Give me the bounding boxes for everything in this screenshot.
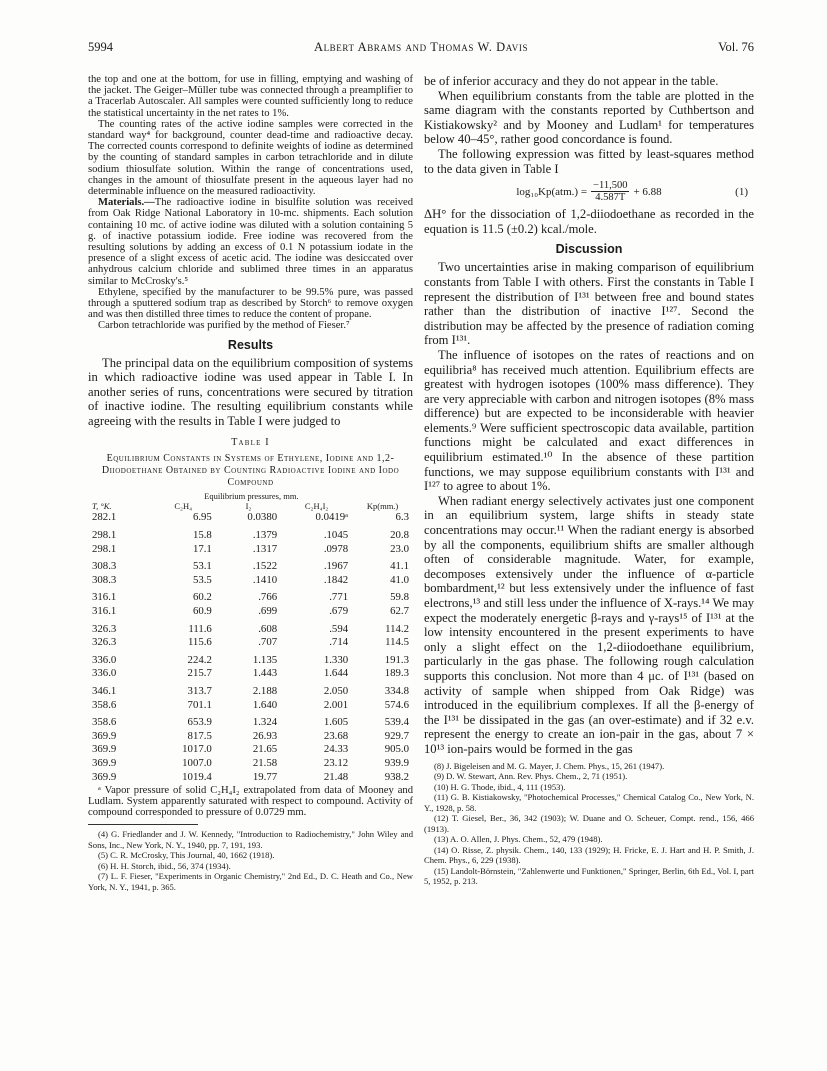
table-cell: 369.9 [92,743,117,756]
paragraph: When equilibrium constants from the table are plotted in the same diagram with the constants reported by Cuthbertson and Kistiakowsky² and by Mooney and Ludlam¹ for temperatures below 40–45°, rather good concordance is found. [424,88,754,147]
paragraph: ΔH° for the dissociation of 1,2-diiodoethane as recorded in the equation is 11.5 (±0.2) kcal./mole. [424,207,754,236]
table-cell: 308.3 [92,573,117,586]
table-cell: 939.9 [384,756,409,769]
table-cell: 21.58 [252,756,278,769]
table-number: Table I [231,436,270,448]
table-cell: 224.2 [187,653,212,666]
table-cell: 929.7 [384,729,409,742]
table-row [88,770,413,784]
table-description: Equilibrium Constants in Systems of Ethylene, Iodine and 1,2-Diiodoethane Obtained by Counting Radioactive Iodine and Iodo Compound [101,452,400,488]
column-header: I₂ [245,500,252,511]
table-cell: 41.0 [390,573,409,586]
table-cell: 326.3 [92,622,117,635]
paragraph: The principal data on the equilibrium composition of systems in which radioactive iodine was used appear in Table I. In another series of runs, concentrations were secured by titration of inactive iodine. The resulting equilibrium constants while agreeing with the results in Table I were judged to [88,355,413,429]
table-cell: 53.1 [192,560,212,573]
experimental-text [88,74,413,332]
table-cell: 1019.4 [182,770,212,783]
table-cell: 1017.0 [182,743,212,756]
table-cell: 298.1 [92,529,117,542]
table-cell: 1.605 [323,716,349,729]
footnotes-left [88,829,413,892]
table-cell: 358.6 [92,698,117,711]
table-row [88,555,413,573]
table-cell: 215.7 [187,667,212,680]
table-cell: 313.7 [187,684,212,697]
footnote: (13) A. O. Allen, J. Phys. Chem., 52, 479 (1948). [434,834,603,845]
table-cell: 336.0 [92,653,117,666]
table-cell: .679 [329,605,349,617]
paragraph: When radiant energy selectively activates just one component in an equilibrium system, large shifts in steady state concentrations may occur.¹¹ When the radiant energy is absorbed by all the components, equilibrium shifts are smaller although often of considerable magnitude. Water, for example, decomposes extensively under the influence of α-particle bombardment,¹² but less extensively under the influence of fast electrons,¹³ and still less under the influence of X-rays.¹⁴ We may expect the moderately energetic β-rays and γ-rays¹⁵ of I¹³¹ at the low intensity encountered in the present experiments to have only a slight effect on the 1,2-diiodoethane equilibrium, particularly in the gas phase. The following rough calculation supports this conclusion. Not more than 4 μc. of I¹³¹ (based on activity of sample when shipped from Oak Ridge) was introduced in the equilibrium complexes. If all the β-energy of the I¹³¹ be dissipated in the gas (an over-estimate) and if 32 e.v. represent the energy to create an ion-pair in the gas, about 7 × 10¹³ ion-pairs would be formed in the gas [424,493,754,756]
footnote: (9) D. W. Stewart, Ann. Rev. Phys. Chem., 2, 71 (1951). [434,771,628,782]
table-cell: 20.8 [390,529,409,542]
table-cell: 6.3 [395,511,409,524]
equation-fraction [591,180,629,203]
column-header: C₂H₄ [174,500,193,511]
table-cell: 62.7 [390,605,409,617]
footnote: (8) J. Bigeleisen and M. G. Mayer, J. Chem. Phys., 15, 261 (1947). [434,760,665,771]
table-cell: .707 [258,636,278,649]
table-cell: .1317 [252,542,278,555]
table-cell: 0.0380 [247,511,278,524]
table-cell: .699 [258,605,278,617]
table-cell: .766 [258,591,278,604]
table-cell: 23.0 [390,542,409,555]
materials-text: The radioactive iodine in bisulfite solution was received from Oak Ridge National Laboratory in 10-mc. shipments. Each solution containing 10 mc. of active iodine was diluted with a solution containing 5 g. of inactive potassium iodide. Free iodine was recovered from the resulting solutions by adding an excess of 0.1 N potassium iodate in the presence of a slight excess of acetic acid. The iodine was desiccated over anhydrous calcium chloride and sublimed three times in an apparatus similar to McCrosky's.⁵ [88,197,413,287]
table-cell: 346.1 [92,684,117,697]
footnote: (5) C. R. McCrosky, This Journal, 40, 1662 (1918). [98,850,275,861]
paragraph: the top and one at the bottom, for use in filling, emptying and washing of the jacket. The Geiger–Müller tube was connected through a preamplifier to a Tracerlab Autoscaler. All samples were counted sufficiently long to reduce the statistical uncertainty in the net rates to 1%. [88,74,413,119]
table-row [88,711,413,729]
footnote: (10) H. G. Thode, ibid., 4, 111 (1953). [434,781,566,792]
table-cell: .771 [329,591,349,604]
table-cell: 21.48 [323,770,349,783]
table-row [88,729,413,743]
equation-numerator: −11,500 [593,180,628,192]
table-cell: 282.1 [92,511,117,524]
table-cell: 24.33 [323,743,349,756]
table-cell: 316.1 [92,605,117,617]
table-cell: 2.001 [323,698,349,711]
page-number: 5994 [88,40,113,54]
equation-label: (1) [735,185,748,198]
table-row [88,573,413,587]
footnote: (14) O. Risse, Z. physik. Chem., 140, 133 (1929); H. Fricke, E. J. Hart and H. P. Smith, J. Chem. Phys., 6, 229 (1938). [424,844,754,866]
footnotes-right [424,761,754,887]
table-row [88,604,413,618]
table-cell: 1.135 [252,653,278,666]
column-header: Kp(mm.) [366,500,399,511]
table-cell: 191.3 [384,653,409,666]
paragraph: Ethylene, specified by the manufacturer to be 99.5% pure, was passed through a sputtered sodium trap as described by Storch⁶ to remove oxygen and was then distilled three times to reduce the content of propane. [88,286,413,321]
table-cell: 1.330 [323,653,349,666]
table-cell: 316.1 [92,591,117,604]
table-caption [88,437,413,489]
table-cell: 189.3 [384,667,409,680]
table-row [88,587,413,605]
table-cell: 574.6 [384,698,409,711]
discussion-heading: Discussion [555,242,623,257]
table-cell: 905.0 [384,743,409,756]
table-cell: 298.1 [92,542,117,555]
table-cell: 115.6 [187,636,212,649]
table-cell: .1522 [252,560,278,573]
table-cell: .1967 [323,560,349,573]
equation-lhs: log₁₀Kp(atm.) = [516,185,588,198]
table-cell: 1.443 [252,667,278,680]
results-heading: Results [227,337,274,352]
table-row [88,635,413,649]
footnote: (4) G. Friedlander and J. W. Kennedy, "Introduction to Radiochemistry," John Wiley and Sons, Inc., New York, N. Y., 1940, pp. 7, 191, 193. [88,829,413,850]
footnote: (11) G. B. Kistiakowsky, "Photochemical Processes," Chemical Catalog Co., New York, N. Y., 1928, p. 58. [424,792,754,813]
table-row [88,649,413,667]
footnote-divider [88,824,198,825]
table-cell: 26.93 [252,729,278,742]
footnote: (12) T. Giesel, Ber., 36, 342 (1903); W. Duane and O. Scheuer, Compt. rend., 156, 466 (1913). [424,813,754,834]
table-cell: 23.12 [323,756,349,769]
table-cell: 369.9 [92,756,117,769]
materials-run-in-heading: Materials.— [98,197,155,209]
table-row [88,542,413,556]
table-row [88,618,413,636]
table-cell: 308.3 [92,560,117,573]
footnote: (7) L. F. Fieser, "Experiments in Organic Chemistry," 2nd Ed., D. C. Heath and Co., New York, N. Y., 1941, p. 365. [88,871,413,892]
table-cell: 1.644 [323,667,349,680]
table-cell: 1.324 [252,716,278,729]
table-cell: 111.6 [188,622,212,635]
table-row [88,524,413,542]
table-cell: 114.5 [385,636,409,649]
table-cell: 17.1 [192,542,212,555]
paragraph [88,197,413,287]
paragraph: The following expression was fitted by least-squares method to the data given in Table I [424,146,754,176]
left-column [88,74,413,892]
column-header: T, °K. [92,500,112,511]
table-row [88,680,413,698]
footnote: (15) Landolt-Börnstein, "Zahlenwerte und Funktionen," Springer, Berlin, 6th Ed., Vol. I, part 5, 1952, p. 213. [424,865,754,887]
table-cell: .1410 [252,573,278,586]
table-cell: 41.1 [390,560,409,573]
table-cell: 369.9 [92,729,117,742]
table-cell: 334.8 [384,684,409,697]
table-row [88,667,413,681]
table-row [88,698,413,712]
paragraph: Carbon tetrachloride was purified by the method of Fieser.⁷ [98,320,350,332]
table-cell: .1045 [323,529,349,542]
data-table [88,491,413,784]
table-cell: 539.4 [384,716,409,729]
table-cell: .1379 [252,529,278,542]
volume-number: Vol. 76 [718,40,754,54]
table-cell: 19.77 [252,770,278,783]
paragraph: The influence of isotopes on the rates of reactions and on equilibria⁸ has received much attention. Equilibrium effects are greatest with hydrogen isotopes (100% mass difference). They are very appreciable with carbon and nitrogen isotopes (8% mass difference) but are expected to be inconsiderable with heavier elements.⁹ Were sufficient spectroscopic data available, partition functions might be calculated and exact differences in equilibrium estimated.¹⁰ In the absence of these partition functions, we may suppose equilibrium constants with I¹³¹ and I¹²⁷ to agree to about 1%. [424,347,754,494]
table-cell: 2.188 [252,684,278,697]
table-cell: 23.68 [323,729,349,742]
table-cell: 2.050 [323,684,349,697]
table-cell: 336.0 [92,667,117,680]
table-cell: 938.2 [384,770,409,783]
table-cell: 60.9 [192,605,212,617]
paragraph: The counting rates of the active iodine samples were corrected in the standard way⁴ for background, counter dead-time and radioactive decay. The corrected counts correspond to definite weights of iodine as determined by the counting of standard samples in carbon tetrachloride and in dilute sodium thiosulfate solution. Within the range of concentrations used, changes in the amount of thiosulfate present in the aqueous layer had no determinable influence on the measured radioactivity. [88,118,413,198]
paragraph: Two uncertainties arise in making comparison of equilibrium constants from Table I with others. First the constants in Table I represent the distribution of I¹³¹ between free and bound states rather than the distribution of inactive I¹²⁷. Second the distribution may be affected by the presence of radiation coming from I¹³¹. [424,260,754,348]
table-cell: 358.6 [92,716,117,729]
table-cell: 114.2 [385,622,409,635]
table-cell: 60.2 [192,591,212,604]
equation-denominator: 4.587T [595,192,626,204]
table-cell: 369.9 [92,770,117,783]
equation-1 [424,180,754,203]
page-header [88,40,754,60]
table-cell: 53.5 [192,573,212,586]
pressure-header: Equilibrium pressures, mm. [204,490,299,501]
table-cell: 15.8 [192,529,212,542]
table-cell: .0978 [323,542,349,555]
table-cell: .714 [329,636,349,649]
table-cell: 21.65 [252,743,278,756]
equation-rhs: + 6.88 [633,185,662,198]
table-cell: 653.9 [187,716,212,729]
table-cell: 1007.0 [182,756,212,769]
running-title: Albert Abrams and Thomas W. Davis [313,40,529,54]
footnote: (6) H. H. Storch, ibid., 56, 374 (1934). [98,860,231,871]
table-cell: 326.3 [92,636,117,649]
right-column [424,74,754,887]
table-cell: .608 [258,622,278,635]
table-row [88,511,413,525]
paragraph: be of inferior accuracy and they do not appear in the table. [424,74,719,88]
column-header: C₂H₄I₂ [304,500,329,511]
table-cell: 1.640 [252,698,278,711]
table-row [88,756,413,770]
table-cell: .594 [329,622,349,635]
table-cell: 59.8 [390,591,409,604]
table-row [88,743,413,757]
table-cell: 817.5 [187,729,212,742]
table-footnote: ᵃ Vapor pressure of solid C₂H₄I₂ extrapolated from data of Mooney and Ludlam. System apparently saturated with respect to compound. Activity of compound corresponded to pressure of 0.0729 mm. [88,785,413,819]
table-cell: .1842 [323,573,349,586]
table-cell: 0.0419ᵃ [315,511,349,524]
table-cell: 701.1 [187,698,212,711]
table-cell: 6.95 [192,511,212,524]
